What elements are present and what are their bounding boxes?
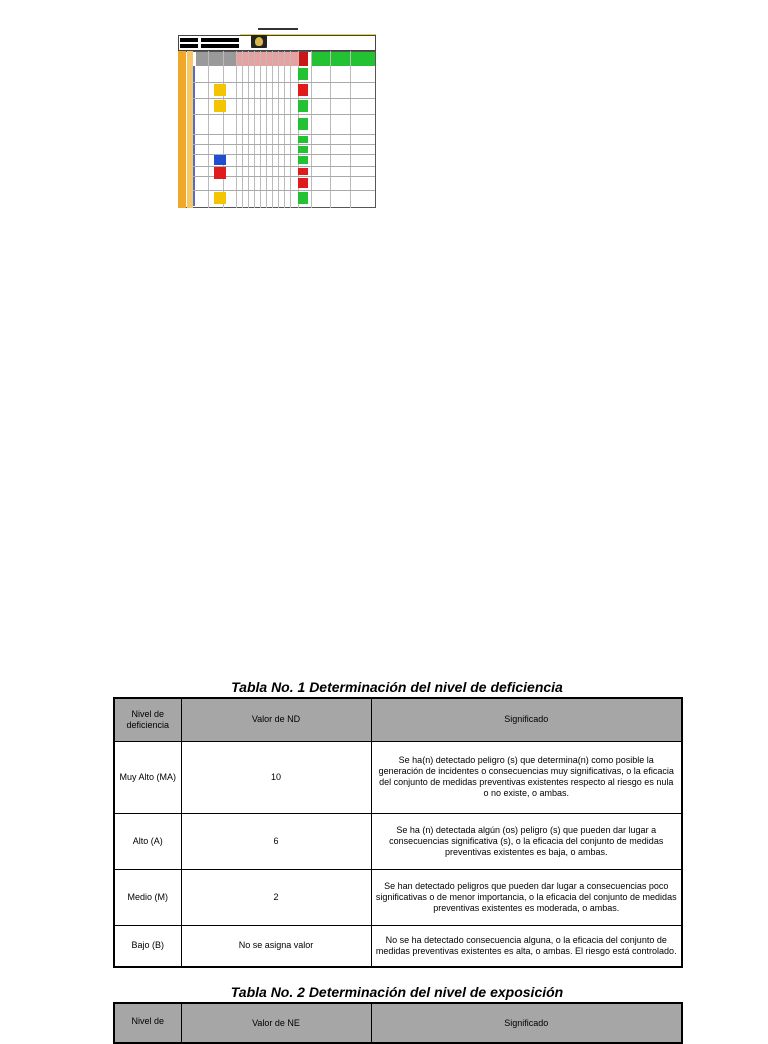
table-row	[114, 741, 682, 813]
row-nivel: Muy Alto (MA)	[114, 741, 181, 813]
matrix-cell-red	[214, 167, 226, 179]
table1-title: Tabla No. 1 Determinación del nivel de deficiencia	[231, 679, 563, 695]
row-nivel: Bajo (B)	[114, 925, 181, 967]
table-row	[114, 925, 682, 967]
table-header-row	[114, 1003, 682, 1043]
table-row	[114, 869, 682, 925]
matrix-cell-yellow	[214, 192, 226, 204]
row-nivel: Medio (M)	[114, 869, 181, 925]
row-significado: Se ha (n) detectada algún (os) peligro (s) que pueden dar lugar a consecuencias significativa (s), o la eficacia del conjunto de medidas preventivas existentes es baja, o ambas.	[371, 813, 682, 869]
row-valor: 6	[181, 813, 371, 869]
matrix-header-pink	[236, 52, 298, 66]
header-nivel: Nivel de deficiencia	[114, 698, 181, 741]
row-significado: Se ha(n) detectado peligro (s) que determina(n) como posible la generación de incidentes o consecuencias muy significativas, o la eficacia del conjunto de medidas preventivas existentes respecto al riesgo es nula o no existe, o ambas.	[371, 741, 682, 813]
matrix-header-gray	[196, 52, 236, 66]
matrix-blue-column	[193, 66, 195, 206]
table-row	[114, 813, 682, 869]
row-significado: No se ha detectado consecuencia alguna, o la eficacia del conjunto de medidas preventivas existentes es alta, o ambas. El riesgo está controlado.	[371, 925, 682, 967]
matrix-header-block	[178, 35, 376, 51]
matrix-header-red	[298, 52, 308, 66]
header-valor: Valor de NE	[181, 1003, 371, 1043]
matrix-cell-yellow	[214, 84, 226, 96]
matrix-cell-blue	[214, 155, 226, 165]
header-significado: Significado	[371, 1003, 682, 1043]
table1-deficiency	[113, 697, 683, 968]
matrix-header-green	[311, 52, 375, 66]
row-valor: 2	[181, 869, 371, 925]
row-valor: 10	[181, 741, 371, 813]
header-nivel: Nivel de	[114, 1003, 181, 1043]
header-significado: Significado	[371, 698, 682, 741]
matrix-title-mark	[258, 28, 298, 30]
table-header-row	[114, 698, 682, 741]
row-valor: No se asigna valor	[181, 925, 371, 967]
matrix-logo	[251, 35, 267, 48]
risk-matrix-thumbnail	[178, 26, 376, 208]
table2-title: Tabla No. 2 Determinación del nivel de exposición	[230, 984, 564, 1000]
table2-exposure	[113, 1002, 683, 1044]
matrix-orange-column	[178, 51, 186, 208]
matrix-cell-yellow	[214, 100, 226, 112]
header-valor: Valor de ND	[181, 698, 371, 741]
row-nivel: Alto (A)	[114, 813, 181, 869]
row-significado: Se han detectado peligros que pueden dar lugar a consecuencias poco significativas o de menor importancia, o la eficacia del conjunto de medidas preventivas existentes es moderada, o ambas.	[371, 869, 682, 925]
